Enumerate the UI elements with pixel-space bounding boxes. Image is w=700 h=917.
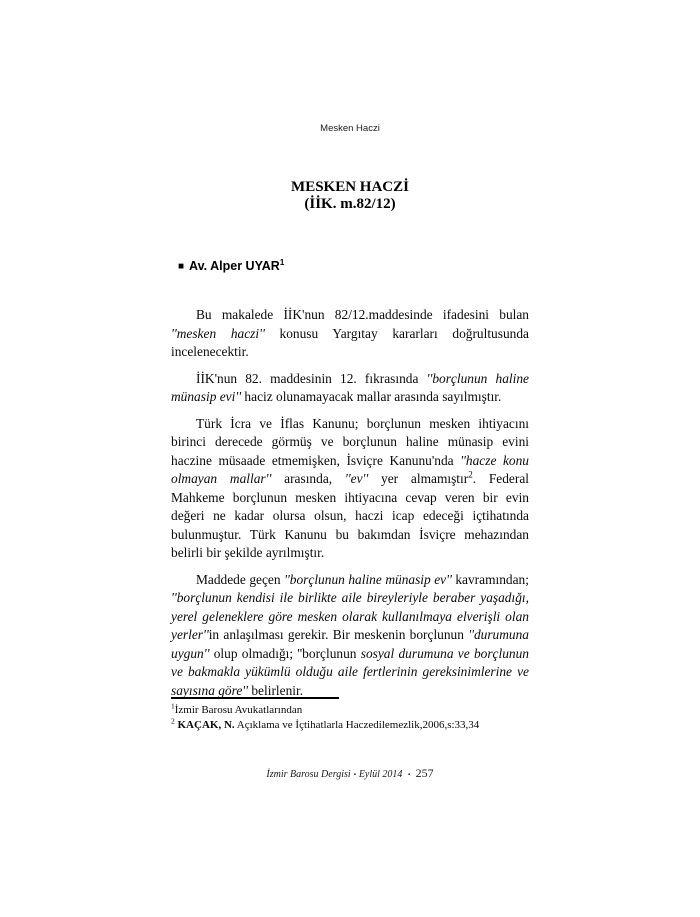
author-line: [178, 259, 284, 273]
text-segment: KAÇAK, N.: [177, 718, 235, 731]
footnote-line: [171, 715, 529, 733]
text-segment: İİK'nun 82. maddesinin 12. fıkrasında: [196, 370, 427, 386]
page-footer: [0, 766, 700, 781]
text-segment: in anlaşılması gerekir. Bir meskenin borçlunun: [208, 627, 469, 642]
text-segment: Türk İcra ve İflas Kanunu; borçlunun mesken ihtiyacını birinci derecede görmüş ve borçlunun haline münasip evini haczine müsaade etmemişken, İsviçre Kanunu'nda: [171, 415, 529, 468]
text-segment: . Federal Mahkeme borçlunun mesken ihtiyacına cevap veren bir evin değeri ne kadar olursa olsun, haczi icap edeceği içtihatında bulunmuştur. Türk Kanunu bu bakımdan İsviçre mehazından belirli bir şekilde ayrılmıştır.: [171, 471, 529, 560]
text-segment: haciz olunamayacak mallar arasında sayılmıştır.: [241, 389, 502, 404]
footnote-ref-number: 2: [171, 715, 175, 725]
footnotes: [171, 703, 529, 732]
text-segment: ''durumuna uygun'': [171, 627, 529, 661]
footer-separator-icon: ▪: [353, 772, 356, 778]
text-segment: ''borçlunun haline münasip evi'': [171, 370, 529, 404]
text-segment: konusu Yargıtay kararları doğrultusunda incelenecektir.: [171, 325, 529, 359]
text-segment: arasında,: [271, 471, 345, 486]
body-paragraph: [171, 415, 529, 563]
text-segment: kavramından;: [451, 571, 529, 587]
text-segment: Açıklama ve İçtihatlarla Haczedilemezlik,2006,s:33,34: [234, 718, 480, 731]
text-segment: olup olmadığı; ''borçlunun: [209, 645, 361, 661]
footnote-separator-rule: [171, 697, 339, 699]
author-footnote-ref: 1: [279, 257, 285, 267]
footnote-ref-number: 1: [171, 701, 175, 711]
footer-page-number: 257: [415, 766, 434, 780]
text-segment: belirlenir.: [248, 682, 304, 698]
footer-journal-name: İzmir Barosu Dergisi: [266, 769, 351, 780]
article-title: [0, 179, 700, 213]
text-segment: ''mesken haczi'': [171, 325, 265, 341]
body-paragraph: [171, 370, 529, 407]
text-segment: 2: [468, 469, 473, 480]
footer-issue-date: Eylül 2014: [358, 769, 403, 780]
text-segment: ''borçlunun haline münasip ev'': [284, 571, 452, 587]
footnote-block: [171, 697, 529, 732]
footer-separator-icon: ▪: [407, 772, 411, 778]
author-name: Av. Alper UYAR: [189, 259, 280, 273]
article-title-line1: MESKEN HACZİ: [291, 179, 409, 195]
text-segment: ''borçlunun kendisi ile birlikte aile bireyleriyle beraber yaşadığı, yerel geleneklere göre mesken olarak kullanılmaya elverişli olan yerler'': [171, 590, 529, 642]
text-segment: ''hacze konu olmayan mallar'': [171, 452, 529, 486]
footnote-line: [171, 703, 529, 718]
body-paragraph: [171, 306, 529, 362]
article-title-line2: (İİK. m.82/12): [304, 196, 396, 212]
text-segment: Bu makalede İİK'nun 82/12.maddesinde ifadesini bulan: [196, 307, 529, 322]
text-segment: yer almamıştır: [368, 471, 469, 486]
text-segment: İzmir Barosu Avukatlarından: [174, 704, 303, 716]
running-header: Mesken Haczi: [320, 123, 380, 134]
body-paragraph: [171, 571, 529, 701]
text-segment: sosyal durumuna ve borçlunun ve bakmakla yükümlü olduğu aile fertlerinin gereksinimlerine ve sayısına göre'': [171, 645, 529, 698]
text-segment: Maddede geçen: [196, 571, 285, 587]
text-segment: ''ev'': [344, 471, 369, 486]
author-bullet-icon: ■: [178, 261, 185, 272]
